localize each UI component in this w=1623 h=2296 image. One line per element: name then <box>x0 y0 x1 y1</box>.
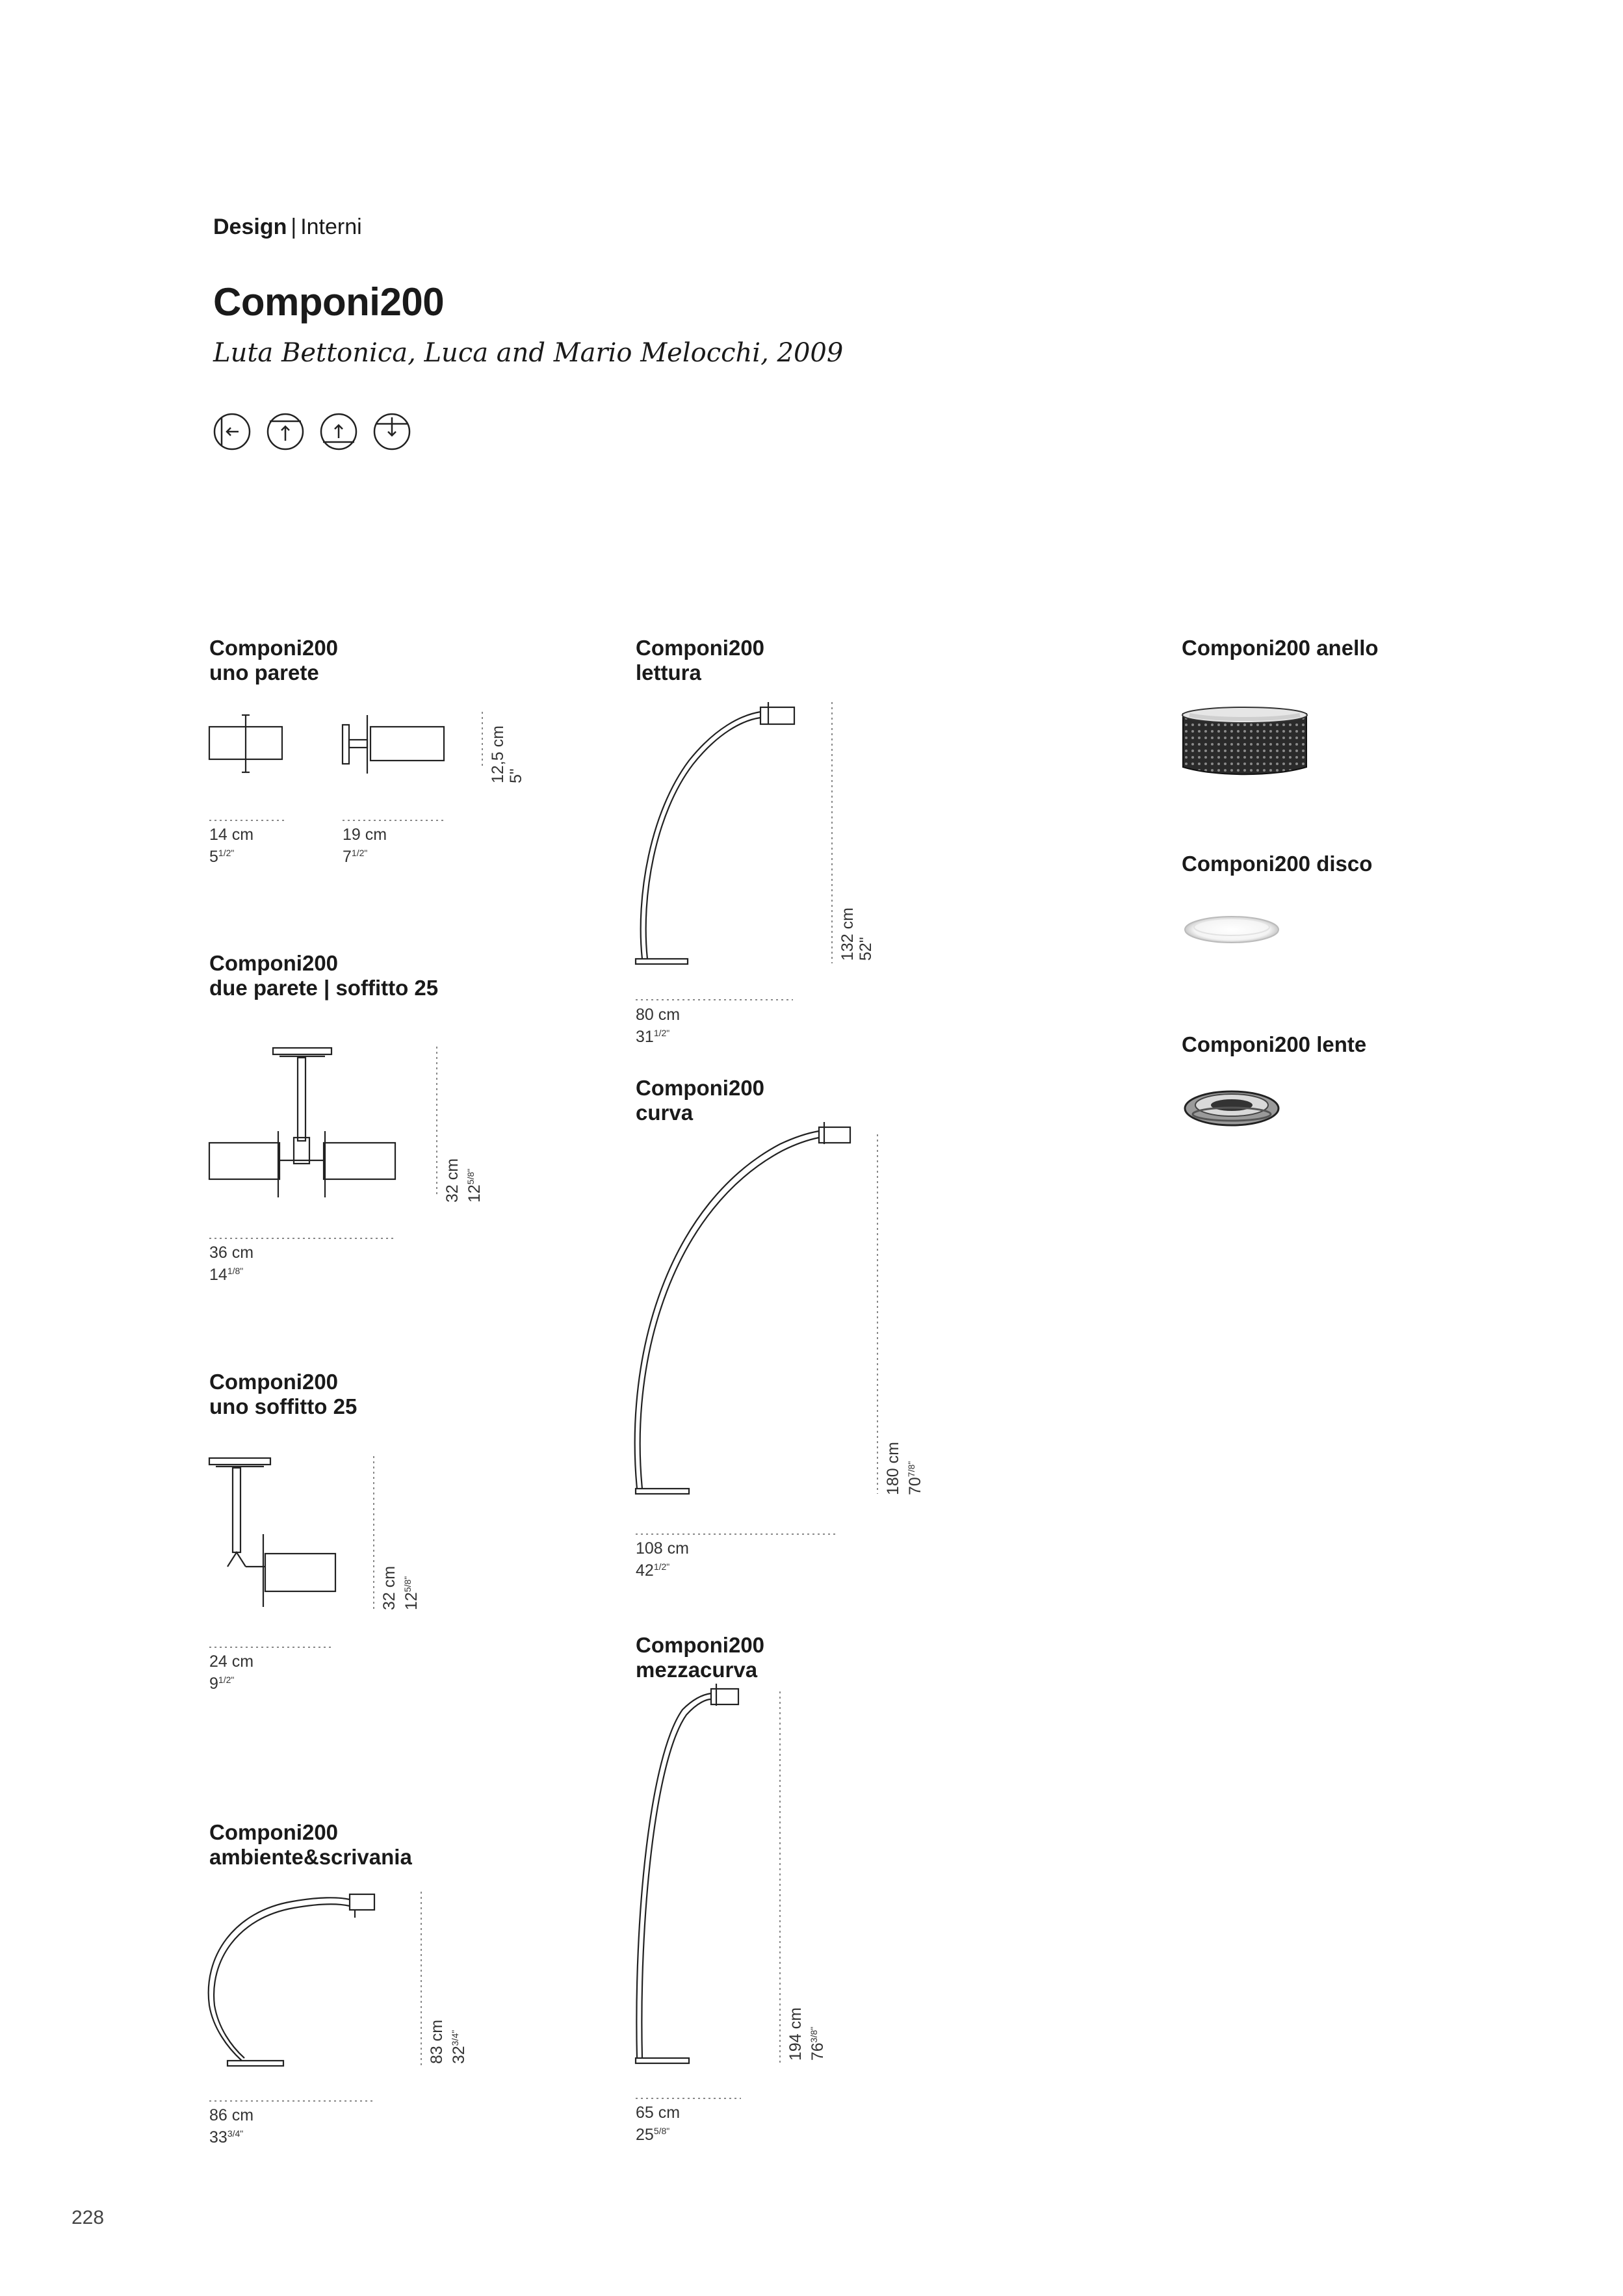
product-variant: ambiente&scrivania <box>209 1845 412 1869</box>
dimension-inch: $32^{3/4"}$ <box>450 2029 468 2064</box>
anello-image <box>1182 707 1307 774</box>
curva-width <box>636 1539 689 1580</box>
lente-image <box>1185 1091 1279 1125</box>
lettura-width <box>636 1006 680 1046</box>
dimension-cm: 12,5 cm <box>489 725 507 783</box>
ambiente-title <box>209 1820 412 1870</box>
mezzacurva-drawing <box>636 1684 738 2063</box>
mezzacurva-width <box>636 2104 680 2144</box>
uno-parete-width-front <box>209 826 253 866</box>
dimension-cm: 132 cm <box>838 907 857 961</box>
page-number: 228 <box>71 2207 105 2228</box>
due-parete-height <box>443 1158 484 1203</box>
product-name: Componi200 <box>636 1633 765 1657</box>
dimension-cm: 83 cm <box>428 2019 446 2064</box>
product-variant: due parete | soffitto 25 <box>209 976 439 1000</box>
dimension-cm: 108 cm <box>636 1539 689 1558</box>
lente-title: Componi200 lente <box>1182 1032 1367 1056</box>
mezzacurva-height <box>786 2007 827 2061</box>
curva-title <box>636 1076 764 1125</box>
dimension-inch: $70^{7/8"}$ <box>906 1461 924 1495</box>
product-name: Componi200 <box>209 1370 339 1394</box>
dimension-cm: 86 cm <box>209 2106 254 2124</box>
dimension-inch: 5" <box>507 768 525 783</box>
lettura-height <box>838 907 875 961</box>
dimension-cm: 180 cm <box>884 1442 902 1495</box>
product-variant: mezzacurva <box>636 1658 758 1682</box>
anello-title: Componi200 anello <box>1182 636 1379 660</box>
dimension-inch: $14^{1/8"}$ <box>209 1266 244 1284</box>
page-subtitle: Luta Bettonica, Luca and Mario Melocchi, 2009 <box>213 338 844 368</box>
uno-parete-height <box>489 725 525 783</box>
product-name: Componi200 <box>209 1820 339 1844</box>
dimension-cm: 24 cm <box>209 1652 254 1671</box>
breadcrumb-section: Interni <box>300 215 362 239</box>
mezzacurva-title <box>636 1633 764 1682</box>
product-variant: uno parete <box>209 660 319 685</box>
dimension-inch: 52" <box>857 937 875 961</box>
dimension-inch: $25^{5/8"}$ <box>636 2126 670 2144</box>
uno-soffitto-height <box>380 1566 421 1610</box>
dimension-cm: 32 cm <box>380 1565 398 1610</box>
product-variant: curva <box>636 1101 694 1125</box>
dimension-inch: $76^{3/8"}$ <box>809 2026 827 2061</box>
dimension-cm: 36 cm <box>209 1244 254 1262</box>
lettura-title <box>636 636 764 685</box>
dimension-inch: $31^{1/2"}$ <box>636 1028 670 1046</box>
product-variant: lettura <box>636 660 701 685</box>
due-parete-drawing <box>209 1048 395 1197</box>
due-parete-title <box>209 951 438 1000</box>
page-title: Componi200 <box>213 280 445 324</box>
product-name: Componi200 <box>209 951 339 975</box>
disco-image <box>1185 917 1279 943</box>
due-parete-width <box>209 1244 253 1284</box>
dimension-cm: 14 cm <box>209 826 254 844</box>
breadcrumb-brand: Design <box>213 215 287 239</box>
product-name: Componi200 <box>209 636 339 660</box>
dimension-inch: $33^{3/4"}$ <box>209 2128 244 2146</box>
dimension-inch: $7^{1/2"}$ <box>343 848 368 866</box>
uno-parete-side-drawing <box>343 715 444 774</box>
uno-parete-front-drawing <box>209 715 282 772</box>
uno-soffitto-title <box>209 1370 357 1419</box>
uno-soffitto-width <box>209 1652 253 1693</box>
dimension-cm: 32 cm <box>443 1158 461 1203</box>
breadcrumb-separator: | <box>291 215 297 239</box>
dimension-inch: $42^{1/2"}$ <box>636 1561 670 1580</box>
product-variant: uno soffitto 25 <box>209 1394 357 1418</box>
dimension-inch: $12^{5/8"}$ <box>402 1576 421 1610</box>
dimension-inch: $9^{1/2"}$ <box>209 1675 235 1693</box>
product-name: Componi200 <box>636 636 765 660</box>
lettura-drawing <box>636 702 794 964</box>
curva-drawing <box>635 1122 850 1494</box>
curva-height <box>884 1442 924 1495</box>
dimension-cm: 19 cm <box>343 826 387 844</box>
ambiente-height <box>428 2020 468 2064</box>
dimension-cm: 65 cm <box>636 2104 681 2122</box>
dimension-inch: $12^{5/8"}$ <box>465 1168 484 1203</box>
dimension-inch: $5^{1/2"}$ <box>209 848 235 866</box>
dimension-cm: 80 cm <box>636 1006 681 1024</box>
ambiente-width <box>209 2106 253 2146</box>
uno-parete-width-side <box>343 826 387 866</box>
uno-soffitto-drawing <box>209 1458 335 1607</box>
product-name: Componi200 <box>636 1076 765 1100</box>
dimension-cm: 194 cm <box>786 2007 805 2061</box>
disco-title: Componi200 disco <box>1182 852 1373 876</box>
ambiente-drawing <box>209 1894 374 2066</box>
uno-parete-title <box>209 636 338 685</box>
